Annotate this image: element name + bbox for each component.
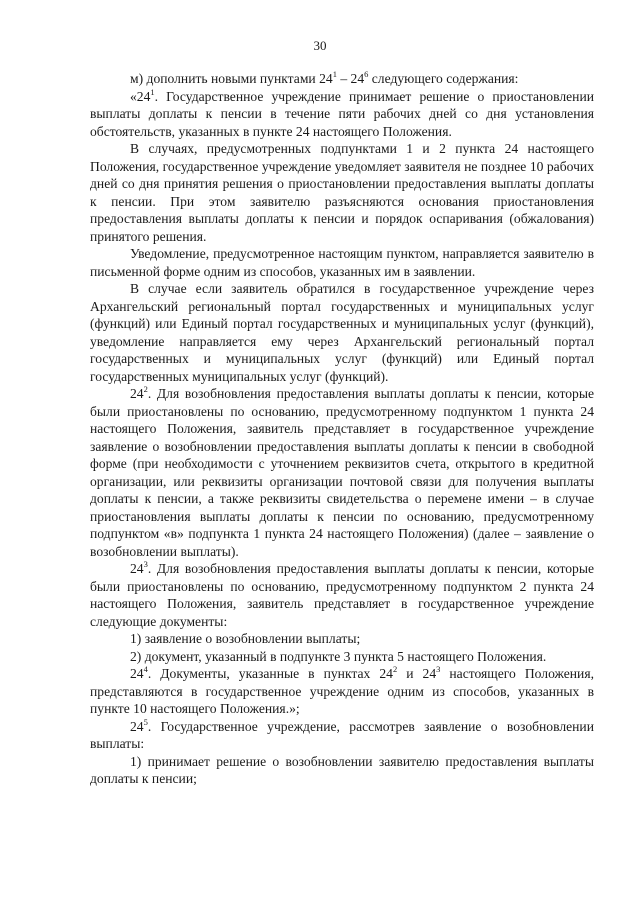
list-item-2: 2) документ, указанный в подпункте 3 пункта 5 настоящего Положения. bbox=[130, 648, 547, 664]
paragraph-decision-resume: 1) принимает решение о возобновлении заявителю предоставления выплаты доплаты к пенсии; bbox=[90, 753, 594, 786]
paragraph-24-1: «$24^1$. Государственное учреждение принимает решение о приостановлении выплаты доплаты к пенсии в течение пяти рабочих дней со дня установления обстоятельств, указанных в пункте 24 настоящего Положения. bbox=[90, 86, 594, 139]
paragraph-portal-notification: В случае если заявитель обратился в государственное учреждение через Архангельский региональный портал государственных и муниципальных услуг (функций) или Единый портал государственных и муниципальных услуг (функций), уведомление направляется ему через Архангельский региональный портал государственных и муниципальных услуг (функций) или Единый портал государственных муниципальных услуг (функций). bbox=[90, 281, 594, 384]
paragraph-24-2: $24^2$. Для возобновления предоставления выплаты доплаты к пенсии, которые были приостановлены по основанию, предусмотренному подпунктом 1 пункта 24 настоящего Положения, заявитель представляет в государственное учреждение заявление о возобновлении предоставления выплаты доплаты к пенсии в свободной форме (при необходимости с уточнением реквизитов счета, открытого в кредитной организации, или реквизиты организации почтовой связи для получения выплаты доплаты к пенсии, а также реквизиты свидетельства о перемене имени – в случае приостановления выплаты доплаты к пенсии по основанию, предусмотренному подпунктом «в» подпункта 1 пункта 24 настоящего Положения) (далее – заявление о возобновлении выплаты). bbox=[90, 384, 594, 559]
paragraph-24-5: $24^5$. Государственное учреждение, рассмотрев заявление о возобновлении выплаты: bbox=[90, 716, 594, 751]
page-number: 30 bbox=[313, 38, 327, 53]
list-item-1: 1) заявление о возобновлении выплаты; bbox=[130, 631, 361, 646]
paragraph-notification-cases: В случаях, предусмотренных подпунктами 1 и 2 пункта 24 настоящего Положения, государственное учреждение уведомляет заявителя не позднее 10 рабочих дней со дня принятия решения о приостановлении предоставления выплаты доплаты к пенсии. При этом заявителю разъясняются основания приостановления предоставления выплаты доплаты к пенсии и порядок оспаривания (обжалования) принятого решения. bbox=[90, 141, 594, 244]
paragraph-notification-form: Уведомление, предусмотренное настоящим пунктом, направляется заявителю в письменной форме одним из способов, указанных им в заявлении. bbox=[90, 246, 594, 279]
paragraph-24-4: $24^4$. Документы, указанные в пунктах $24^2$ и $24^3$ настоящего Положения, представляются в государственное учреждение одним из способов, указанных в пункте 10 настоящего Положения.»; bbox=[90, 664, 594, 716]
paragraph-24-3: $24^3$. Для возобновления предоставления выплаты доплаты к пенсии, которые были приостановлены по основанию, предусмотренному подпунктом 2 пункта 24 настоящего Положения, заявитель представляет в государственное учреждение следующие документы: bbox=[90, 559, 594, 629]
document-body bbox=[90, 70, 594, 788]
paragraph-amendment-m: м) дополнить новыми пунктами $24^1 - 24^6$ следующего содержания: bbox=[130, 69, 519, 86]
